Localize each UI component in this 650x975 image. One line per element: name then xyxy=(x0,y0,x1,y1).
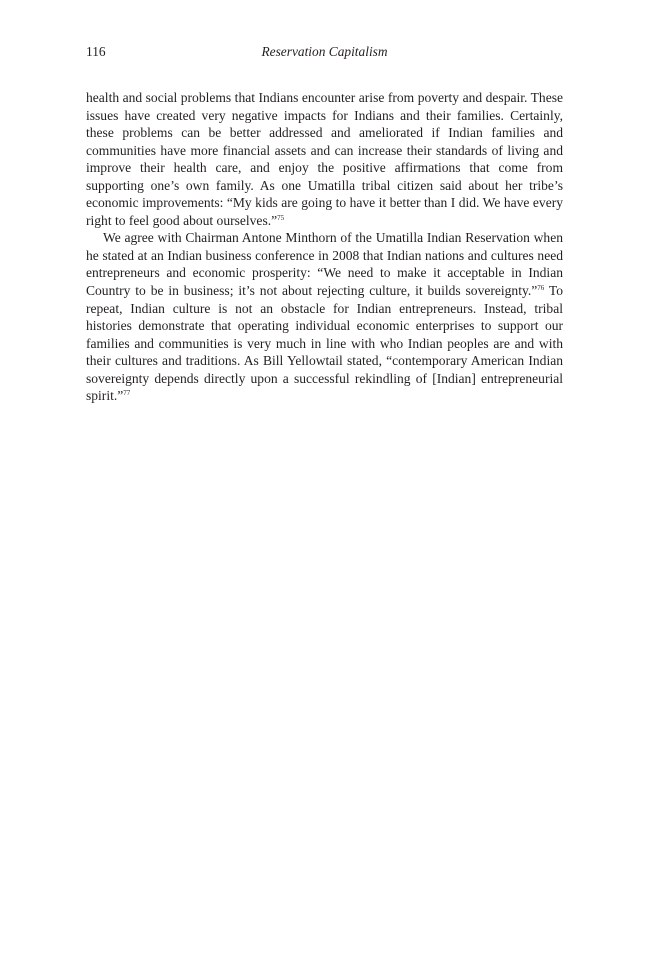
paragraph-continued xyxy=(86,89,563,229)
page-number: 116 xyxy=(86,44,106,59)
paragraph-text: health and social problems that Indians encounter arise from poverty and despair. These issues have created very negative impacts for Indians and their families. Certainly, these problems can be better addressed and ameliorated if Indian families and communities have more financial assets and can increase their standards of living and improve their health care, and enjoy the positive affirmations that come from supporting one’s own family. As one Umatilla tribal citizen said about her tribe’s economic improvements: “My kids are going to have it better than I did. We have every right to feel good about ourselves.” xyxy=(86,90,563,228)
paragraph-minthorn xyxy=(86,229,563,404)
running-title: Reservation Capitalism xyxy=(261,44,388,59)
footnote-marker: 77 xyxy=(123,389,131,398)
body-text xyxy=(86,89,563,405)
running-head xyxy=(86,44,563,64)
paragraph-text: To repeat, Indian culture is not an obstacle for Indian entrepreneurs. Instead, tribal histories demonstrate that operating individual economic enterprises to support our families and communities is very much in line with who Indian peoples are and with their cultures and traditions. As Bill Yellowtail stated, “contemporary American Indian sovereignty depends directly upon a successful rekindling of [Indian] entrepreneurial spirit.” xyxy=(86,283,564,404)
footnote-marker: 76 xyxy=(537,284,545,293)
paragraph-text: We agree with Chairman Antone Minthorn of the Umatilla Indian Reservation when he stated at an Indian business conference in 2008 that Indian nations and cultures need entrepreneurs and economic prosperity: “We need to make it acceptable in Indian Country to be in business; it’s not about rejecting culture, it builds sovereignty.” xyxy=(86,230,563,299)
footnote-marker: 75 xyxy=(277,213,285,222)
